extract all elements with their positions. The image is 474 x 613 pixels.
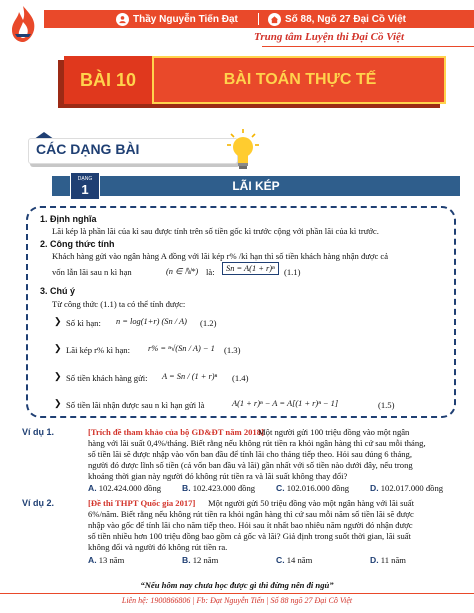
formula-ref-1-3: (1.3) [224,345,241,355]
formula-ref-1-4: (1.4) [232,373,249,383]
example-2-line: số tiền nhiều hơn 100 triệu đồng bao gồm cả gốc và lãi? Giả định trong suốt thời gian, lãi suất [88,531,411,541]
formula-condition: (n ∈ ℕ*) [166,267,199,276]
note-text: Từ công thức (1.1) ta có thể tính được: [52,299,186,309]
section-heading: CÁC DẠNG BÀI [36,141,140,157]
dang-label: DẠNG [77,176,93,182]
example-1-answer-a[interactable]: A. 102.424.000 đồng [88,483,162,493]
formula-ref-1-2: (1.2) [200,318,217,328]
rate-label: Lãi kép r% kì hạn: [66,345,130,355]
chevron-right-icon: ❯ [54,343,62,353]
formula-text-1: Khách hàng gửi vào ngân hàng A đồng với lãi kép r% /kì hạn thì số tiền khách hàng nhận được cả [52,251,389,261]
teacher-name: Thầy Nguyễn Tiến Đạt [133,13,238,25]
formula-ref-1-5: (1.5) [378,400,395,410]
center-underline [262,46,474,47]
header-bar [44,10,474,28]
user-icon [116,13,129,26]
example-2-answer-b[interactable]: B. 12 năm [182,555,219,565]
home-icon [268,13,281,26]
periods-formula: n = log(1+r) (Sn / A) [116,317,187,326]
lightbulb-icon [226,128,260,172]
lesson-title: BÀI TOÁN THỰC TẾ [223,71,377,88]
formula-heading: 2. Công thức tính [40,239,115,249]
center-name: Trung tâm Luyện thi Đại Cồ Việt [254,31,404,43]
formula-la: là: [206,267,215,277]
example-1-line: hàng với lãi suất 0,4%/tháng. Biết rằng nếu không rút tiền ra khỏi ngân hàng thì cứ sau mỗi tháng, [88,438,426,448]
example-2-answer-d[interactable]: D. 11 năm [370,555,406,565]
theory-box [26,206,456,418]
chevron-right-icon: ❯ [54,316,62,326]
example-1-line: khoảng thời gian này người đó không rút tiền ra và lãi suất không thay đổi? [88,471,348,481]
example-2-label: Ví dụ 2. [22,498,55,508]
example-2-line: nhập vào gốc để tính lãi cho năm tiếp theo. Hỏi sau ít nhất bao nhiêu năm người đó nhận được [88,520,413,530]
deposit-label: Số tiền khách hàng gửi: [66,373,148,383]
example-1-answer-b[interactable]: B. 102.423.000 đồng [182,483,256,493]
header-divider [258,13,259,25]
deposit-formula: A = Sn / (1 + r)ⁿ [162,372,218,381]
example-2-answer-c[interactable]: C. 14 năm [276,555,313,565]
formula-ref-1-1: (1.1) [284,267,301,277]
footer-divider [0,593,474,594]
example-2-line: 6%/năm. Biết rằng nếu không rút tiền ra khỏi ngân hàng thì cứ sau mỗi năm số tiền lãi sẽ được [88,509,414,519]
chevron-right-icon: ❯ [54,371,62,381]
chevron-right-icon: ❯ [54,398,62,408]
definition-heading: 1. Định nghĩa [40,214,97,224]
dang-badge [70,172,100,200]
example-2-line: Một người gửi 50 triệu đồng vào một ngân hàng với lãi suất [208,498,415,508]
footer-quote: “Nếu hôm nay chưa học được gì thì đừng nên đi ngủ” [140,580,334,590]
interest-label: Số tiền lãi nhận được sau n kì hạn gửi là [66,400,205,410]
dang-title-bar [52,176,460,196]
periods-label: Số kì hạn: [66,318,101,328]
address-text: Số 88, Ngõ 27 Đại Cồ Việt [285,13,406,25]
example-1-label: Ví dụ 1. [22,427,55,437]
footer-contact: Liên hệ: 1900866806 | Fb: Đạt Nguyễn Tiến | Số 88 ngõ 27 Đại Cồ Việt [121,596,353,605]
example-1-answer-d[interactable]: D. 102.017.000 đồng [370,483,444,493]
interest-formula: A(1 + r)ⁿ − A = A[(1 + r)ⁿ − 1] [232,399,339,408]
example-2-answer-a[interactable]: A. 13 năm [88,555,125,565]
teacher-info [116,10,238,28]
example-1-source: [Trích đề tham khảo của bộ GD&ĐT năm 2018] [88,427,264,437]
example-1-line: người đó được lĩnh số tiền (cả vốn ban đầu và lãi) gần nhất với số tiền nào dưới đây, nếu trong [88,460,413,470]
example-2-source: [Đề thi THPT Quốc gia 2017] [88,498,196,508]
note-heading: 3. Chú ý [40,286,76,296]
flame-logo-icon [6,4,40,44]
example-2-line: không đổi và người đó không rút tiền ra. [88,542,228,552]
compound-formula-box: Sn = A(1 + r)ⁿ [222,262,279,275]
formula-text-2: vốn lẫn lãi sau n kì hạn [52,267,132,277]
definition-text: Lãi kép là phần lãi của kì sau được tính trên số tiền gốc kì trước cộng với phần lãi của kì trước. [52,226,379,236]
dang-number: 1 [81,182,89,197]
lesson-number: BÀI 10 [64,56,154,104]
rate-formula: r% = ⁿ√(Sn / A) − 1 [148,344,215,353]
address-info [268,10,406,28]
example-1-line: số tiền lãi sẽ được nhập vào vốn ban đầu để tính lãi cho tháng tiếp theo. Hỏi sau đúng 6 tháng, [88,449,412,459]
example-1-line: Một người gửi 100 triệu đồng vào một ngân [258,427,410,437]
dang-title: LÃI KÉP [232,179,280,193]
example-1-answer-c[interactable]: C. 102.016.000 đồng [276,483,350,493]
